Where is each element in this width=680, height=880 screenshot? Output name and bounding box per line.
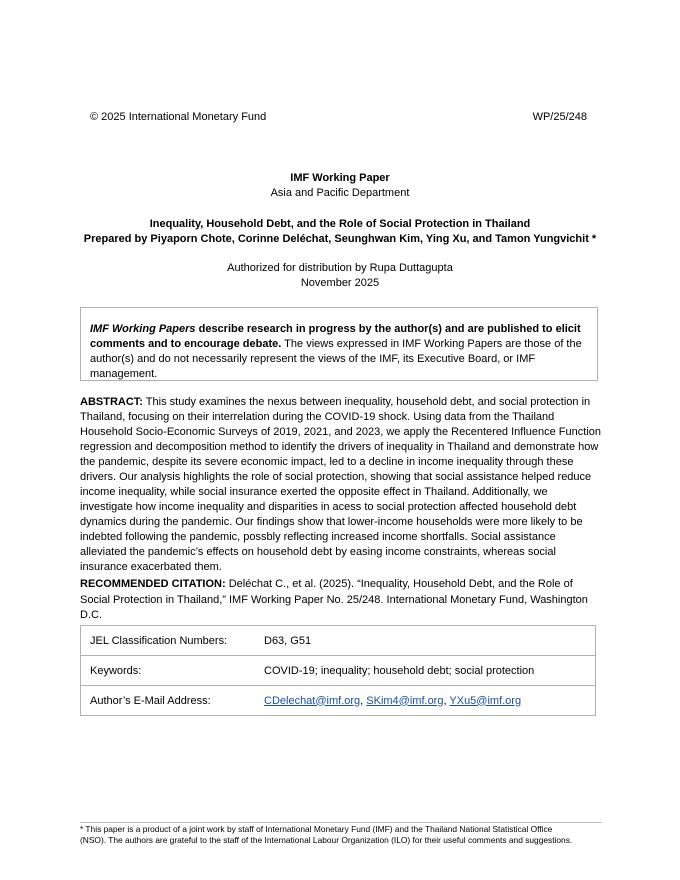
jel-label: JEL Classification Numbers: (81, 626, 256, 656)
table-row (81, 626, 596, 656)
disclaimer-bold: describe research in progress by the author(s) and are published to elicit comments and to encourage debate. (90, 323, 581, 350)
email-link-kim[interactable]: SKim4@imf.org (366, 694, 444, 707)
info-table (80, 625, 596, 716)
email-label: Author’s E-Mail Address: (81, 686, 256, 716)
abstract (80, 395, 601, 575)
email-link-xu[interactable]: YXu5@imf.org (449, 694, 522, 707)
keywords-label: Keywords: (81, 656, 256, 686)
recommended-citation (80, 577, 601, 624)
table-row (81, 656, 596, 686)
copyright-notice: © 2025 International Monetary Fund (90, 111, 267, 123)
email-separator: , (443, 694, 450, 707)
authors-line: Prepared by Piyaporn Chote, Corinne Deléchat, Seunghwan Kim, Ying Xu, and Tamon Yungvichit * (83, 233, 597, 245)
abstract-label: ABSTRACT: (80, 396, 143, 408)
series-title: IMF Working Paper (290, 172, 390, 184)
email-link-delechat[interactable]: CDelechat@imf.org (264, 694, 361, 707)
paper-title: Inequality, Household Debt, and the Role of Social Protection in Thailand (149, 218, 531, 230)
publication-date: November 2025 (300, 277, 380, 289)
keywords-value: COVID-19; inequality; household debt; social protection (255, 656, 596, 686)
abstract-text: This study examines the nexus between inequality, household debt, and social protection in Thailand, focusing on their interrelation during the COVID-19 shock. Using data from the Thailand Household Socio-Economic Surveys of 2019, 2021, and 2023, we apply the Recentered Influence Function regression and decomposition method to identify the drivers of inequality in Thailand and demonstrate how the pandemic, despite its severe economic impact, led to a decline in income inequality through these drivers. Our analysis highlights the role of social protection, showing that social assistance helped reduce income inequality, while social insurance exerted the opposite effect in Thailand. Additionally, we investigate how income inequality and disparities in acess to social protection affected household debt dynamics during the pandemic. Our findings show that lower-income households were more likely to be indebted following the pandemic, possbly reflecting increased income shortfalls. Social assistance alleviated the pandemic’s effects on household debt by easing income constraints, whereas social insurance exacerbated them. (80, 396, 601, 573)
paper-number: WP/25/248 (532, 111, 587, 123)
jel-value: D63, G51 (255, 626, 596, 656)
disclaimer-lead: IMF Working Papers (90, 323, 196, 335)
footnote-divider (80, 822, 602, 823)
footnote: * This paper is a product of a joint work by staff of International Monetary Fund (IMF) and the Thailand National Statistical Office (NSO). The authors are grateful to the staff of the International Labour Organization (ILO) for their useful comments and suggestions. (80, 824, 573, 845)
authorization-line: Authorized for distribution by Rupa Duttagupta (227, 262, 453, 274)
department: Asia and Pacific Department (270, 187, 410, 199)
disclaimer-text: The views expressed in IMF Working Papers are those of the author(s) and do not necessarily represent the views of the IMF, its Executive Board, or IMF management. (90, 338, 582, 380)
table-row (81, 686, 596, 716)
email-separator: , (360, 694, 367, 707)
citation-text: Deléchat C., et al. (2025). “Inequality, Household Debt, and the Role of Social Protection in Thailand,” IMF Working Paper No. 25/248. International Monetary Fund, Washington D.C. (80, 578, 588, 621)
disclaimer-box (80, 307, 598, 381)
email-list (255, 686, 596, 716)
citation-label: RECOMMENDED CITATION: (80, 578, 226, 590)
